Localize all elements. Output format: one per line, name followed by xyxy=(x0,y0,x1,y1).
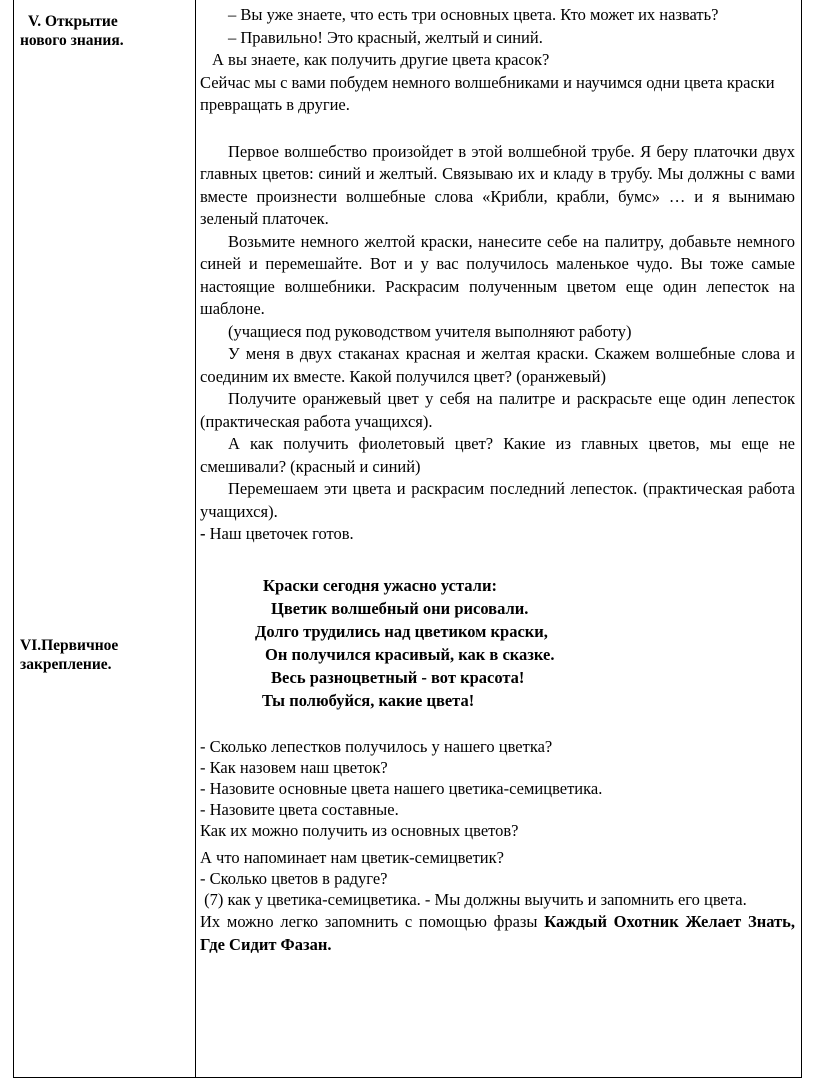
paragraph xyxy=(200,478,795,523)
paragraph-text: Перемешаем эти цвета и раскрасим последний лепесток. (практическая работа учащихся). xyxy=(200,479,795,521)
paragraph: (учащиеся под руководством учителя выполняют работу) xyxy=(228,321,632,341)
paragraph: У меня в двух стаканах красная и желтая краски. Скажем волшебные слова и соединим их вместе. Какой получился цвет? (оранжевый) xyxy=(200,344,795,386)
ready-line xyxy=(200,523,795,546)
paragraph: Первое волшебство произойдет в этой волшебной трубе. Я беру платочки двух главных цветов: синий и желтый. Связываю их и кладу в трубу. Мы должны с вами вместе произнести волшебные слова «Крибли, крабли, бумс» … и я вынимаю зеленый платочек. xyxy=(200,141,795,228)
stage-5-label xyxy=(20,12,124,50)
intro-paragraph: Сейчас мы с вами побудем немного волшебниками и научимся одни цвета краски превращать в другие. xyxy=(200,72,775,114)
paragraph: А как получить фиолетовый цвет? Какие из главных цветов, мы еще не смешивали? (красный и синий) xyxy=(200,434,795,476)
question: - Сколько цветов в радуге? xyxy=(200,868,388,888)
mnemonic-phrase: Каждый Охотник Желает Знать, Где Сидит Фазан. xyxy=(200,911,795,954)
column-divider xyxy=(195,0,196,1078)
poem-line: Цветик волшебный они рисовали. xyxy=(271,598,529,618)
poem-line: Он получился красивый, как в сказке. xyxy=(265,644,555,664)
question: А что напоминает нам цветик-семицветик? xyxy=(200,847,504,867)
ready-dash: - xyxy=(200,524,206,543)
stage-6-line-2: закрепление. xyxy=(20,656,112,673)
closing-text: Их можно легко запомнить с помощью фразы xyxy=(200,911,545,931)
intro-line: – Вы уже знаете, что есть три основных цвета. Кто может их назвать? xyxy=(228,5,719,24)
poem-line: Краски сегодня ужасно устали: xyxy=(263,575,497,595)
stage-6-line-1: VI.Первичное xyxy=(20,637,119,654)
question: - Назовите цвета составные. xyxy=(200,799,399,819)
question: - Сколько лепестков получилось у нашего цветка? xyxy=(200,736,553,756)
poem-line: Ты полюбуйся, какие цвета! xyxy=(262,690,475,710)
closing-paragraph xyxy=(200,910,795,956)
intro-line: А вы знаете, как получить другие цвета красок? xyxy=(212,50,550,69)
answer: (7) как у цветика-семицветика. - Мы должны выучить и запомнить его цвета. xyxy=(200,889,747,909)
paragraph: Возьмите немного желтой краски, нанесите себе на палитру, добавьте немного синей и перемешайте. Вот и у вас получилось маленькое чудо. Вы тоже самые настоящие волшебники. Раскрасим полученным цветом еще один лепесток на шаблоне. xyxy=(200,231,795,318)
intro-line: – Правильно! Это красный, желтый и синий. xyxy=(228,27,543,47)
lesson-content xyxy=(200,4,795,956)
question: Как их можно получить из основных цветов? xyxy=(200,820,519,840)
question: - Как назовем наш цветок? xyxy=(200,757,388,777)
stage-5-line-1: V. Открытие xyxy=(28,13,118,30)
stage-6-label xyxy=(20,636,118,674)
ready-text: Наш цветочек готов. xyxy=(205,524,354,543)
poem xyxy=(200,574,795,712)
question: - Назовите основные цвета нашего цветика-семицветика. xyxy=(200,778,603,798)
questions-block xyxy=(200,736,795,956)
stage-5-line-2: нового знания. xyxy=(20,32,124,49)
paragraph: Получите оранжевый цвет у себя на палитре и раскрасьте еще один лепесток (практическая работа учащихся). xyxy=(200,389,795,431)
poem-line: Весь разноцветный - вот красота! xyxy=(271,667,525,687)
poem-line: Долго трудились над цветиком краски, xyxy=(255,621,548,641)
